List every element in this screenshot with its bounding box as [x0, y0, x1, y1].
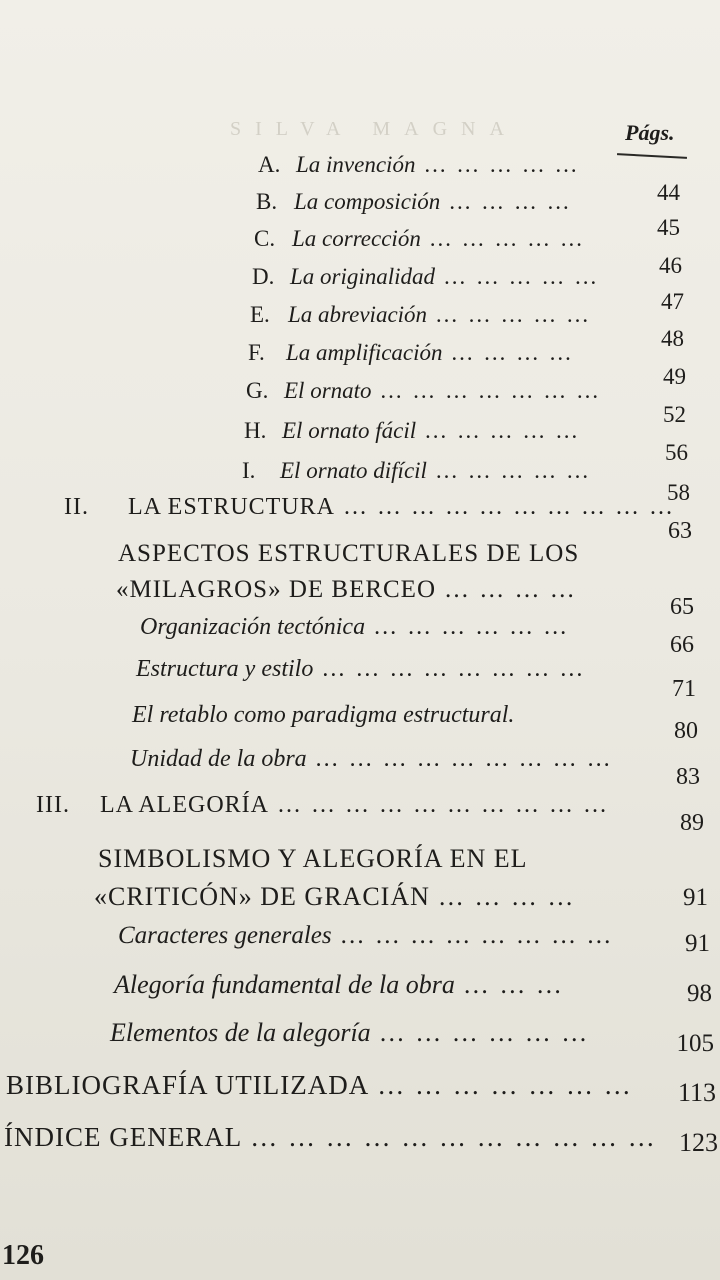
toc-entry	[252, 264, 599, 290]
toc-entry	[242, 458, 591, 484]
leader-dots: … … … … … …	[378, 1018, 590, 1047]
entry-title: El ornato fácil	[282, 418, 417, 443]
entry-title: La corrección	[292, 226, 421, 251]
toc-entry	[118, 922, 613, 950]
page-number: 49	[663, 364, 686, 389]
entry-marker: C.	[254, 226, 276, 251]
page-number: 113	[677, 1078, 716, 1107]
entry-title: La invención	[296, 152, 416, 177]
toc-entry	[136, 656, 585, 683]
entry-title: Organización tectónica	[140, 614, 366, 640]
chapter-title: «CRITICÓN» DE GRACIÁN	[94, 882, 430, 911]
entry-title: Alegoría fundamental de la obra	[114, 970, 455, 999]
entry-marker: F.	[248, 340, 265, 365]
section-title: ÍNDICE GENERAL	[4, 1122, 243, 1152]
section-marker: III.	[36, 792, 70, 818]
toc-section	[36, 792, 609, 819]
toc-entry	[110, 1018, 589, 1048]
entry-title: La abreviación	[288, 302, 428, 327]
page-number: 80	[674, 718, 698, 744]
pages-column-header: Págs.	[625, 120, 675, 145]
page-number: 89	[680, 810, 704, 836]
leader-dots: … … … … …	[435, 302, 592, 327]
entry-marker: E.	[250, 302, 270, 327]
leader-dots: … … … …	[444, 576, 577, 603]
toc-entry	[244, 418, 580, 444]
leader-dots: … … … … …	[428, 226, 585, 251]
entry-title: El retablo como paradigma estructural.	[132, 702, 515, 728]
entry-marker: B.	[256, 189, 278, 214]
entry-title: La composición	[294, 189, 441, 214]
toc-entry	[254, 226, 585, 252]
leader-dots: … … … … … … … … … … …	[250, 1122, 657, 1152]
leader-dots: … … … … … … … …	[339, 922, 614, 949]
leader-dots: … … … …	[448, 189, 572, 214]
page-number: 44	[657, 180, 680, 205]
page-number: 52	[663, 402, 686, 427]
leader-dots: … … … … …	[424, 418, 581, 443]
header-rule	[617, 153, 687, 159]
leader-dots: … … … … …	[443, 264, 600, 289]
page-number: 105	[676, 1030, 714, 1057]
entry-marker: I.	[242, 458, 256, 483]
leader-dots: … … … … …	[434, 458, 591, 483]
leader-dots: … … … … … … …	[377, 1070, 633, 1100]
entry-marker: A.	[258, 152, 281, 177]
leader-dots: … … … … … … …	[379, 378, 602, 403]
folio-page-number: 126	[2, 1240, 44, 1271]
page-number: 46	[659, 253, 682, 278]
chapter-title-line2	[116, 576, 577, 604]
page-number: 83	[676, 764, 700, 790]
toc-entry	[130, 746, 613, 773]
page-number: 45	[657, 215, 680, 240]
entry-title: Caracteres generales	[118, 922, 332, 949]
section-title: LA ALEGORÍA	[100, 792, 269, 818]
toc-section	[4, 1122, 657, 1153]
leader-dots: … … … … … … … … … …	[277, 792, 609, 818]
leader-dots: … … … … …	[423, 152, 580, 177]
entry-title: Elementos de la alegoría	[110, 1018, 371, 1047]
page-number: 65	[670, 594, 694, 620]
toc-entry	[246, 378, 601, 404]
toc-entry	[250, 302, 591, 328]
toc-entry	[256, 189, 572, 215]
page-number: 98	[687, 980, 712, 1007]
page-number: 47	[661, 289, 684, 314]
leader-dots: … … … … … … … … …	[314, 746, 613, 772]
page-number: 56	[665, 440, 688, 465]
leader-dots: … … … …	[450, 340, 574, 365]
page-number: 58	[667, 480, 690, 505]
entry-title: La originalidad	[290, 264, 436, 289]
chapter-title-line1: ASPECTOS ESTRUCTURALES DE LOS	[118, 540, 580, 567]
toc-section	[6, 1070, 633, 1101]
chapter-title: «MILAGROS» DE BERCEO	[116, 576, 437, 603]
toc-entry	[114, 970, 564, 1000]
page-number: 91	[683, 884, 708, 911]
toc-entry	[132, 702, 514, 729]
page-number: 66	[670, 632, 694, 658]
entry-marker: G.	[246, 378, 269, 403]
page-number: 91	[685, 930, 710, 957]
leader-dots: … … … … … … … … … …	[343, 494, 676, 520]
chapter-title-line2	[94, 882, 575, 912]
page-number: 48	[661, 326, 684, 351]
toc-entry	[258, 152, 579, 178]
bleed-through-text: SILVA MAGNA	[230, 118, 518, 140]
leader-dots: … … … … … …	[373, 614, 570, 640]
leader-dots: … … … …	[437, 882, 576, 911]
entry-title: La amplificación	[286, 340, 443, 365]
leader-dots: … … …	[462, 970, 564, 999]
section-title: BIBLIOGRAFÍA UTILIZADA	[6, 1070, 370, 1100]
entry-marker: D.	[252, 264, 275, 289]
page-number: 71	[672, 676, 696, 702]
page-number: 63	[668, 518, 692, 544]
section-title: LA ESTRUCTURA	[128, 494, 336, 520]
section-marker: II.	[64, 494, 89, 520]
entry-title: Estructura y estilo	[136, 656, 314, 682]
entry-title: Unidad de la obra	[130, 746, 307, 772]
toc-entry	[248, 340, 574, 366]
entry-title: El ornato difícil	[280, 458, 427, 483]
page-number: 123	[679, 1128, 718, 1157]
chapter-title-line1: SIMBOLISMO Y ALEGORÍA EN EL	[98, 844, 528, 873]
entry-title: El ornato	[284, 378, 372, 403]
leader-dots: … … … … … … … …	[321, 656, 586, 682]
entry-marker: H.	[244, 418, 267, 443]
toc-entry	[140, 614, 569, 641]
toc-section	[64, 494, 675, 521]
